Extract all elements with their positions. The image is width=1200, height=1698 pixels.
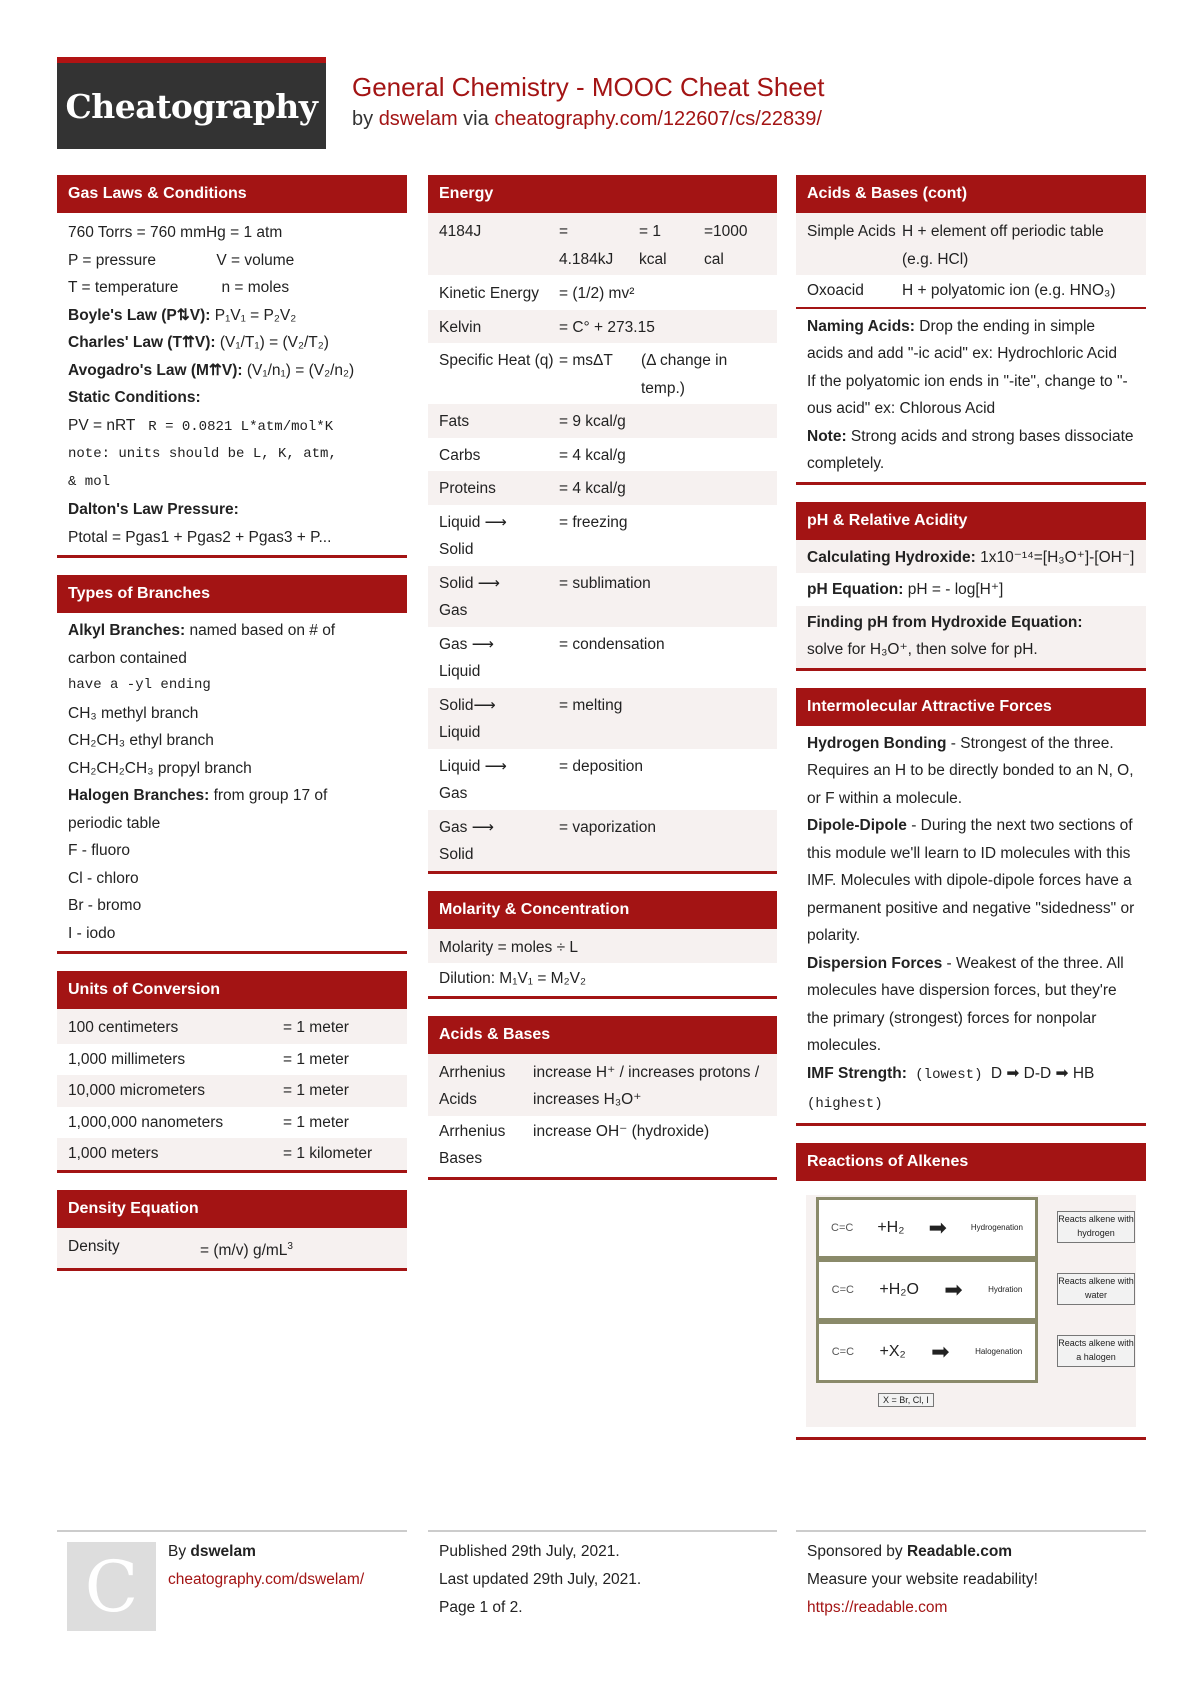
label: Alkyl Branches: [68, 622, 186, 639]
cell: = deposition [559, 757, 644, 775]
label: Dalton's Law Pressure: [68, 501, 239, 518]
page-number: Page 1 of 2. [439, 1599, 523, 1616]
value: 1x10⁻¹⁴=[H₃O⁺]-[OH⁻] [975, 548, 1135, 566]
ideal-gas-law [57, 412, 407, 442]
cell: 1,000,000 nanometers [68, 1113, 224, 1131]
text-line: Molarity = moles ÷ L [428, 929, 777, 964]
cell: = msΔT [559, 352, 613, 369]
cell: increase H⁺ / increases protons / increases H₃O⁺ [533, 1063, 760, 1108]
cell: H + element off periodic table (e.g. HCl) [902, 223, 1104, 268]
cell: Simple Acids [807, 223, 896, 240]
imf-strength [796, 1060, 1146, 1119]
avogadros-law [57, 357, 407, 385]
alkene-structure: C=C [831, 1345, 855, 1358]
cell: = 1 meter [283, 1082, 349, 1099]
value: - Weakest of the three. All molecules have dispersion forces, but they're the primary (strongest) forces for nonpolar molecules. [807, 954, 1124, 1054]
halogenation-row [816, 1321, 1038, 1383]
cell: Solid⟶ Liquid [439, 696, 496, 741]
label: Halogen Branches: [68, 787, 210, 804]
column-3 [796, 175, 1146, 1457]
halogen-branches [57, 782, 407, 810]
sponsor-name[interactable]: Readable.com [906, 1543, 1013, 1560]
cell: Arrhenius Acids [439, 1063, 506, 1108]
low: (lowest) [906, 1066, 991, 1083]
cell: = melting [559, 696, 623, 714]
cell [704, 218, 748, 273]
table-row [57, 1009, 407, 1044]
cell: = 9 kcal/g [559, 413, 626, 430]
updated: Last updated 29th July, 2021. [439, 1571, 642, 1588]
table-row [428, 505, 777, 566]
by-label: by [352, 108, 374, 130]
cell: = freezing [559, 513, 628, 531]
panel-title: Acids & Bases (cont) [796, 175, 1146, 213]
table-row [428, 627, 777, 688]
table-row [428, 810, 777, 871]
cell: = (1/2) mv² [559, 285, 635, 302]
cell: Oxoacid [807, 282, 864, 299]
cell: H + polyatomic ion (e.g. HNO₃) [902, 282, 1116, 299]
cell: = 1 meter [283, 1113, 349, 1131]
published: Published 29th July, 2021. [439, 1543, 620, 1560]
cell [200, 1233, 293, 1265]
text: =1000 [704, 223, 748, 240]
reaction-name: Halogenation [975, 1347, 1023, 1356]
table-row [428, 213, 777, 275]
reaction-label: Reacts alkene with hydrogen [1057, 1211, 1135, 1243]
text: 4.184kJ [559, 250, 614, 268]
label: pH Equation: [807, 581, 904, 598]
calculating-hydroxide [796, 540, 1146, 574]
cell: Kinetic Energy [439, 285, 539, 302]
density-panel [57, 1190, 407, 1272]
column-1 [57, 175, 407, 1288]
panel-title: Acids & Bases [428, 1016, 777, 1054]
table-row [57, 1075, 407, 1107]
panel-title: Gas Laws & Conditions [57, 175, 407, 213]
tagline: Measure your website readability! [807, 1571, 1038, 1588]
panel-title: Reactions of Alkenes [796, 1143, 1146, 1181]
cell: = 4 kcal/g [559, 480, 626, 497]
label: Boyle's Law (P⇅V): [68, 306, 211, 324]
table-row [428, 688, 777, 749]
cell: Proteins [439, 480, 496, 497]
text: = [559, 223, 569, 240]
energy-panel [428, 175, 777, 874]
note-line: note: units should be L, K, atm, [68, 446, 337, 462]
label: Note: [807, 427, 847, 445]
table-row [57, 1138, 407, 1170]
table-row [428, 566, 777, 627]
label: Dispersion Forces [807, 954, 943, 972]
note-line: & mol [68, 473, 111, 490]
reagent: +H₂ [877, 1218, 905, 1236]
table-row [57, 1228, 407, 1269]
cell: = C° + 273.15 [559, 318, 655, 336]
panel-title: Density Equation [57, 1190, 407, 1228]
halogen-note: X = Br, Cl, I [878, 1393, 934, 1407]
page-title: General Chemistry - MOOC Cheat Sheet [352, 72, 825, 102]
cell: Fats [439, 413, 470, 430]
text-line: I - iodo [68, 924, 116, 942]
text-line: P = pressure V = volume [68, 251, 295, 269]
cell [559, 218, 639, 273]
cell: Carbs [439, 446, 481, 464]
text: cal [704, 250, 724, 268]
alkenes-panel [796, 1143, 1146, 1440]
cell: Arrhenius Bases [439, 1122, 506, 1167]
value: pH = - log[H⁺] [903, 581, 1004, 598]
static-conditions [57, 384, 407, 412]
molarity-panel [428, 891, 777, 999]
cheatography-logo[interactable]: Cheatography [57, 57, 326, 149]
table-row [428, 438, 777, 472]
dispersion-forces [796, 950, 1146, 1060]
cell: = condensation [559, 635, 665, 653]
value: (V₁/n₁) = (V₂/n₂) [242, 361, 355, 379]
panel-title: pH & Relative Acidity [796, 502, 1146, 540]
byline [352, 108, 822, 131]
reaction-name: Hydration [988, 1285, 1023, 1294]
label: Finding pH from Hydroxide Equation: [807, 613, 1083, 631]
arrow-icon: ➡ [944, 1276, 963, 1302]
reaction-label: Reacts alkene with water [1057, 1273, 1135, 1305]
charles-law [57, 329, 407, 357]
value: - During the next two sections of this module we'll learn to ID molecules with this IMF. Molecules with dipole-dipole forces have a permanent positive and negative "sidedness" or polarity. [807, 817, 1135, 944]
alkene-structure: C=C [831, 1221, 854, 1234]
table-row [57, 1107, 407, 1139]
via-label: via [463, 108, 489, 130]
table-row [796, 275, 1146, 307]
table-row [57, 1044, 407, 1076]
dalton-value: Ptotal = Pgas1 + Pgas2 + Pgas3 + P... [68, 528, 332, 546]
density-formula: = (m/v) g/mL [200, 1241, 288, 1259]
cheatography-c-icon: C [67, 1542, 156, 1631]
cell: Liquid ⟶ Gas [439, 757, 507, 802]
text-line: carbon contained [68, 649, 187, 667]
text-line: periodic table [68, 814, 161, 832]
finding-ph [796, 606, 1146, 668]
value: solve for H₃O⁺, then solve for pH. [807, 641, 1038, 658]
panel-title: Types of Branches [57, 575, 407, 613]
cell: = 1 meter [283, 1019, 349, 1036]
table-row [428, 1116, 777, 1177]
label: Static Conditions: [68, 389, 201, 406]
sheet-url-link[interactable]: cheatography.com/122607/cs/22839/ [494, 108, 822, 130]
acids-bases-cont-panel [796, 175, 1146, 485]
r-constant: R = 0.0821 L*atm/mol*K [148, 418, 334, 435]
naming-acids [796, 309, 1146, 368]
cell: 10,000 micrometers [68, 1082, 205, 1099]
reagent: +X₂ [879, 1342, 906, 1360]
panel-title: Energy [428, 175, 777, 213]
arrow-icon: ➡ [928, 1214, 947, 1240]
text-line: Cl - chloro [68, 869, 139, 887]
column-2 [428, 175, 777, 1197]
sponsor-url-link[interactable]: https://readable.com [807, 1599, 948, 1616]
footer-sponsor [796, 1530, 1146, 1622]
cell [639, 218, 704, 273]
text-line: have a -yl ending [68, 677, 211, 693]
arrow-icon: ➡ [931, 1338, 950, 1364]
hydration-row [816, 1259, 1038, 1321]
table-row [428, 1054, 777, 1116]
text-line: CH₂CH₂CH₃ propyl branch [68, 759, 252, 777]
hydrogenation-row [816, 1197, 1038, 1259]
cell: Gas ⟶ Liquid [439, 635, 494, 680]
label: Dipole-Dipole [807, 817, 907, 834]
text-line: If the polyatomic ion ends in "-ite", change to "-ous acid" ex: Chlorous Acid [807, 372, 1128, 417]
table-row [428, 343, 777, 404]
text-line: Br - bromo [68, 897, 142, 914]
cell: 100 centimeters [68, 1019, 179, 1036]
footer-dates [428, 1530, 777, 1622]
label: IMF Strength: [807, 1064, 907, 1082]
cell: increase OH⁻ (hydroxide) [533, 1122, 710, 1140]
pv: PV = nRT [68, 416, 136, 434]
label: Avogadro's Law (M⇈V): [68, 361, 243, 379]
value: D ➡ D-D ➡ HB [990, 1064, 1095, 1082]
cell: 1,000 meters [68, 1145, 159, 1162]
text: = 1 [639, 223, 661, 240]
high: (highest) [807, 1096, 883, 1112]
reaction-name: Hydrogenation [970, 1223, 1023, 1232]
author-name[interactable]: dswelam [190, 1543, 256, 1560]
ph-equation [796, 573, 1146, 606]
ph-panel [796, 502, 1146, 671]
alkene-reactions-diagram [806, 1195, 1136, 1427]
cell: Liquid ⟶ Solid [439, 513, 507, 558]
cell: = vaporization [559, 818, 656, 836]
value: Drop the ending in simple acids and add "-ic acid" ex: Hydrochloric Acid [807, 317, 1117, 362]
author-link[interactable]: dswelam [378, 108, 458, 130]
by-label: By [168, 1543, 187, 1560]
cell: = 1 kilometer [283, 1145, 373, 1162]
sponsor-line [796, 1538, 1146, 1566]
text-line: T = temperature n = moles [68, 279, 290, 296]
text-line: CH₃ methyl branch [68, 704, 199, 722]
text-line: F - fluoro [68, 842, 131, 859]
imf-panel [796, 688, 1146, 1126]
sponsored-label: Sponsored by [807, 1543, 903, 1560]
value: (V₁/T₁) = (V₂/T₂) [215, 334, 329, 351]
value: P₁V₁ = P₂V₂ [210, 306, 297, 324]
branches-panel [57, 575, 407, 954]
panel-title: Molarity & Concentration [428, 891, 777, 929]
acids-bases-panel [428, 1016, 777, 1180]
reagent: +H₂O [879, 1280, 919, 1298]
table-row [796, 213, 1146, 275]
alkyl-branches [57, 617, 407, 645]
label: Naming Acids: [807, 317, 915, 335]
cell: (Δ change in temp.) [641, 352, 728, 397]
dipole-dipole [796, 812, 1146, 950]
label: Hydrogen Bonding [807, 734, 947, 752]
footer-author [57, 1530, 407, 1628]
label: Charles' Law (T⇈V): [68, 334, 216, 351]
cell: Gas ⟶ Solid [439, 818, 494, 863]
value: Strong acids and strong bases dissociate completely. [807, 427, 1134, 472]
cell: = 1 meter [283, 1050, 349, 1068]
panel-title: Intermolecular Attractive Forces [796, 688, 1146, 726]
text-line: 760 Torrs = 760 mmHg = 1 atm [68, 224, 283, 241]
alkene-structure: C=C [831, 1283, 854, 1296]
cell: 1,000 millimeters [68, 1050, 186, 1068]
dalton-label [57, 496, 407, 524]
gas-laws-panel [57, 175, 407, 558]
boyles-law [57, 302, 407, 330]
author-url-link[interactable]: cheatography.com/dswelam/ [168, 1571, 365, 1588]
cell: Density [68, 1237, 120, 1255]
value: from group 17 of [209, 787, 328, 804]
cell: = 4 kcal/g [559, 446, 626, 464]
panel-title: Units of Conversion [57, 971, 407, 1009]
cell: Solid ⟶ Gas [439, 574, 500, 619]
table-row [428, 275, 777, 310]
table-row [428, 471, 777, 505]
note-line [796, 423, 1146, 482]
table-row [428, 310, 777, 344]
text-line: Dilution: M₁V₁ = M₂V₂ [439, 970, 586, 987]
table-row [428, 404, 777, 438]
cell: Specific Heat (q) [439, 352, 554, 369]
text-line: CH₂CH₃ ethyl branch [68, 732, 214, 749]
value: named based on # of [185, 622, 336, 639]
table-row [428, 749, 777, 810]
superscript: 3 [287, 1240, 293, 1252]
text: kcal [639, 250, 667, 268]
cell: = sublimation [559, 574, 651, 592]
cell: 4184J [439, 223, 482, 240]
units-panel [57, 971, 407, 1173]
value: - Strongest of the three. Requires an H to be directly bonded to an N, O, or F within a molecule. [807, 734, 1134, 807]
cell: Kelvin [439, 318, 482, 336]
label: Calculating Hydroxide: [807, 548, 976, 566]
hydrogen-bonding [796, 730, 1146, 813]
reaction-label: Reacts alkene with a halogen [1057, 1335, 1135, 1367]
